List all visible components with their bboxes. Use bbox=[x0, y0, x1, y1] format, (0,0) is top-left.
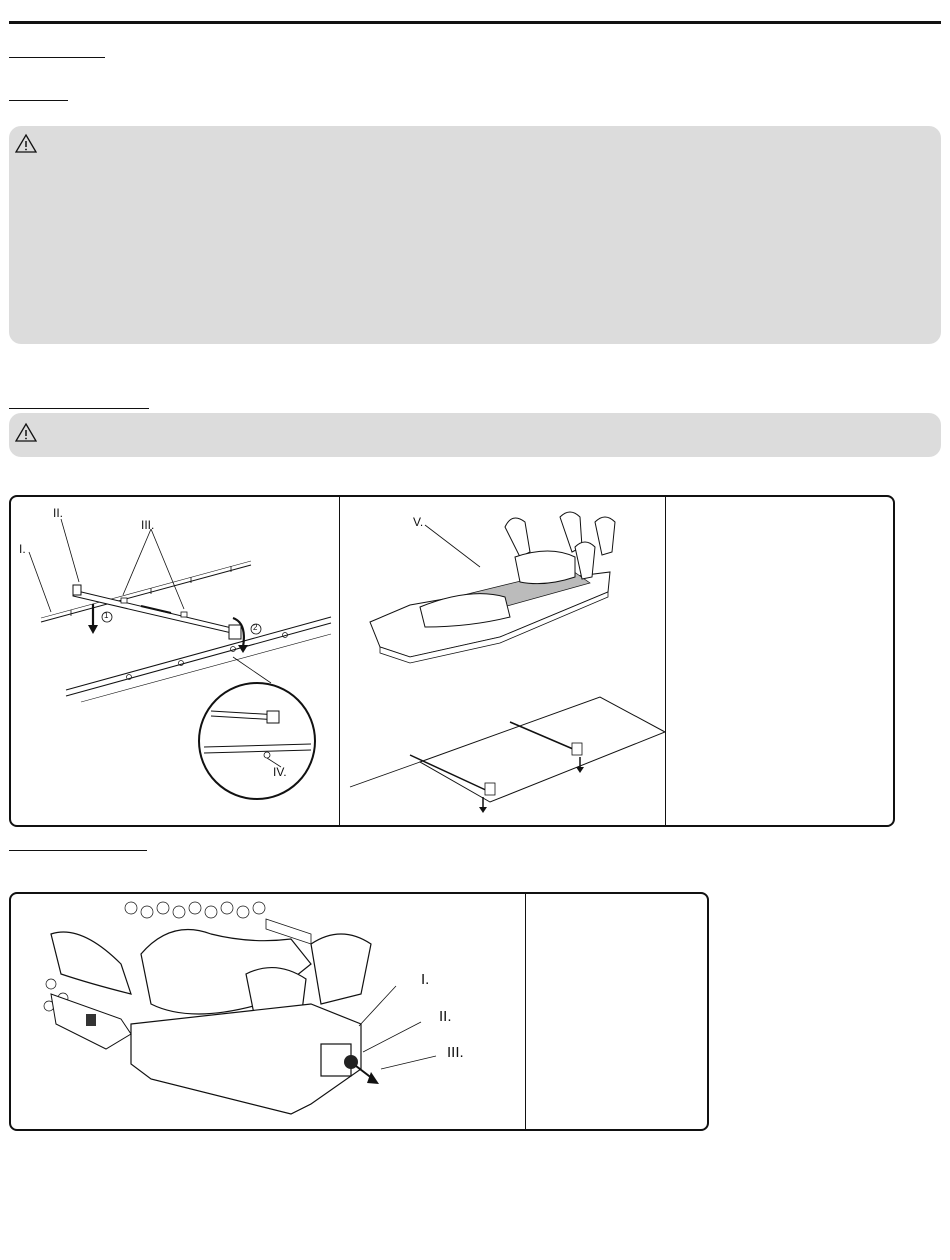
caution-notice-box bbox=[9, 413, 941, 457]
subsection-heading-underline bbox=[9, 100, 68, 101]
warning-triangle-icon bbox=[15, 133, 37, 153]
rail-clamp-illustration bbox=[11, 497, 339, 825]
header-rule bbox=[9, 21, 941, 24]
label-positioner: V. bbox=[413, 515, 424, 529]
label-clamp-bar: II. bbox=[53, 506, 64, 520]
figure-panel-leg-holder bbox=[9, 892, 709, 1131]
step-2-marker: 2 bbox=[253, 623, 258, 632]
figure-panel-rail-mounting bbox=[9, 495, 895, 827]
warning-triangle-icon bbox=[15, 422, 37, 442]
label-part-i: I. bbox=[421, 971, 430, 988]
label-fixing-points: III. bbox=[141, 518, 155, 532]
section-heading-underline bbox=[9, 408, 149, 409]
section-heading-underline bbox=[9, 57, 105, 58]
leg-holder-illustration bbox=[11, 894, 525, 1129]
section-heading-underline bbox=[9, 850, 147, 851]
panel-divider bbox=[665, 497, 666, 825]
positioner-board-illustration bbox=[340, 497, 665, 825]
label-part-ii: II. bbox=[439, 1008, 452, 1025]
label-locking-hole: IV. bbox=[273, 765, 287, 779]
warning-notice-box bbox=[9, 126, 941, 344]
label-part-iii: III. bbox=[447, 1044, 464, 1061]
step-1-marker: 1 bbox=[104, 611, 109, 620]
panel-divider bbox=[525, 894, 526, 1129]
label-rail: I. bbox=[19, 542, 26, 556]
